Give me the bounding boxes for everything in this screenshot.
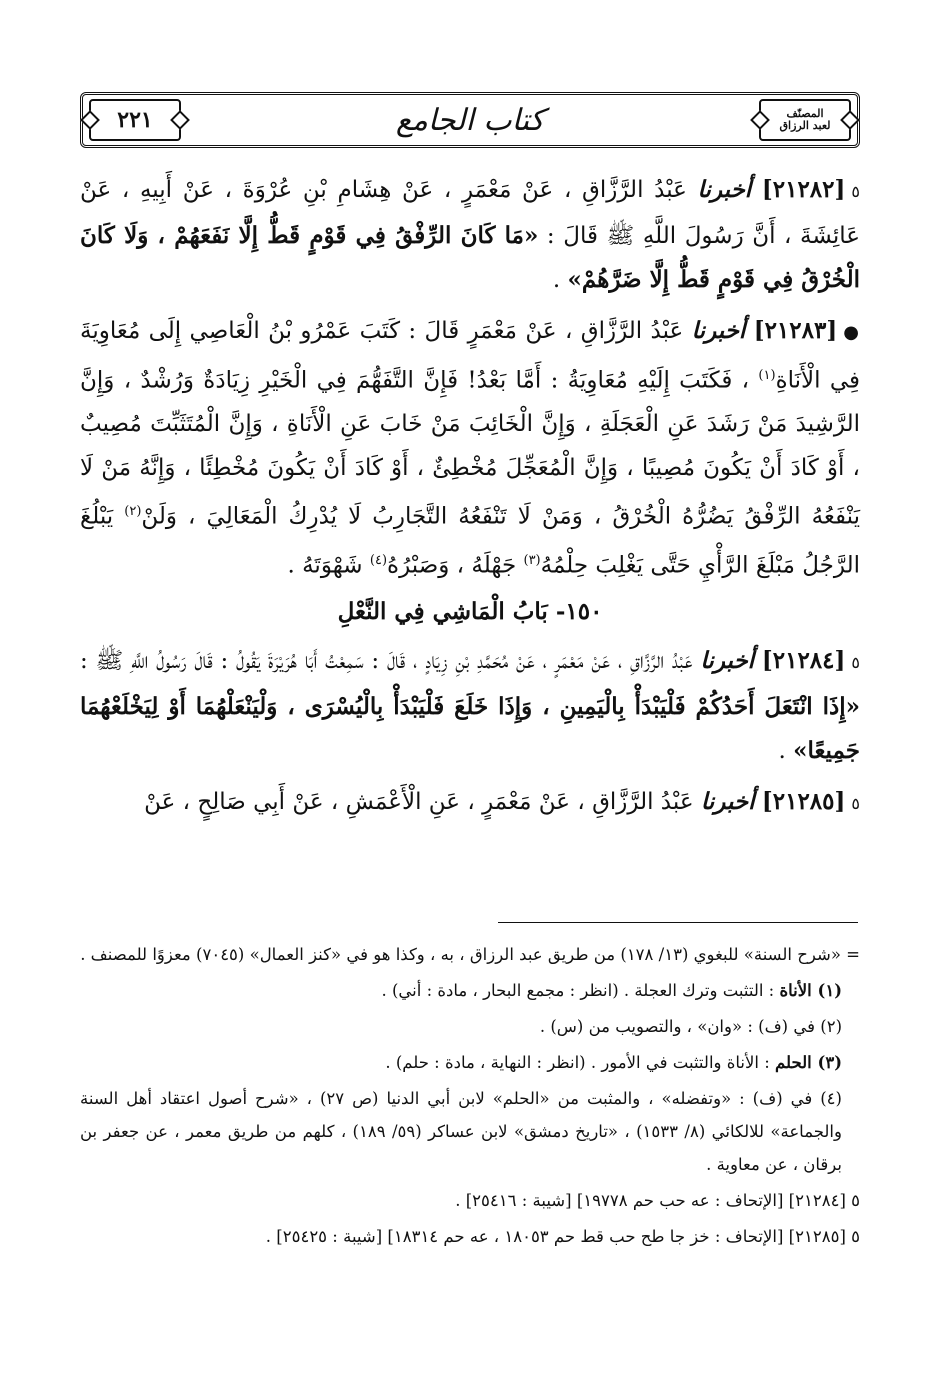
entry-marker: ٥ [851, 182, 861, 201]
footnote-ref-1[interactable]: (١) [758, 368, 776, 383]
akhbarana: أخبرنا [691, 316, 746, 344]
entry-marker: ٥ [851, 653, 861, 673]
text-part-e: شَهْوَتَهُ . [287, 552, 370, 579]
text-part-d: جَهْلَهُ ، وَصَبْرُهُ [387, 552, 524, 579]
isnad-text: عَبْدُ الرَّزَّاقِ ، عَنْ مَعْمَرٍ ، عَنِ الْأَعْمَشِ ، عَنْ أَبِي صَالِحٍ ، عَنْ [144, 788, 694, 815]
text-part-a: عَبْدُ الرَّزَّاقِ ، عَنْ مَعْمَرٍ قَالَ : كَتَبَ عَمْرُو بْنُ الْعَاصِي إِلَى مُعَاوِيَةَ فِي الْأَنَاةِ [80, 317, 860, 394]
footnote-continued: = «شرح السنة» للبغوي (١٣/ ١٧٨) من طريق عبد الرزاق ، به ، وكذا هو في «كنز العمال» (٧٠٤٥) معزوًا للمصنف . [80, 945, 860, 964]
seal-logo [780, 108, 831, 132]
footnote-ref-4[interactable]: (٤) [369, 553, 388, 569]
footnote-ref-3[interactable]: (٣) [523, 553, 541, 569]
entry-tail: . [552, 267, 568, 293]
isnad-text: عَبْدُ الرَّزَّاقِ ، عَنْ مَعْمَرٍ ، عَنْ مُحَمَّدِ بْنِ زِيَادٍ ، قَالَ : سَمِعْتُ أَبَا هُرَيْرَةَ يَقُولُ : قَالَ رَسُولُ اللَّهِ ﷺ : [80, 648, 693, 675]
footnote-4: (٤) في (ف) : «وتفضله» ، والمثبت من «الحلم» لابن أبي الدنيا (ص ٢٧) ، «شرح أصول اعتقاد أهل السنة والجماعة» للالكائي (٨/ ١٥٣٣) ، «تاريخ دمشق» لابن عساكر (٥٩/ ١٨٩) ، كلهم من طريق معمر ، عن جعفر بن برقان ، عن معاوية . [80, 1089, 842, 1174]
entry-number: [٢١٢٨٥] [761, 787, 846, 815]
hadith-matn: «مَا كَانَ الرِّفْقُ فِي قَوْمٍ قَطُّ إِلَّا نَفَعَهُمْ ، وَلَا كَانَ الْخُرْقُ فِي قَوْمٍ قَطُّ إِلَّا ضَرَّهُمْ» [80, 221, 860, 293]
akhbarana: أخبرنا [697, 176, 752, 203]
entry-tail: . [778, 738, 794, 765]
footnote-3 [80, 1046, 860, 1079]
footnote-1-label: (١) الأناة [779, 981, 842, 1000]
ithaf-21285: ٥ [٢١٢٨٥] [الإتحاف : خز جا طح حب قط حم ١٨٠٥٣ ، عه حم ١٨٣١٤] [شيبة : ٢٥٤٢٥] . [265, 1227, 860, 1246]
hadith-entry-21283 [80, 309, 860, 589]
footnote-ref-2[interactable]: (٢) [124, 504, 142, 520]
akhbarana: أخبرنا [700, 647, 755, 675]
footnotes [80, 938, 860, 1256]
isnad-text: عَبْدُ الرَّزَّاقِ ، عَنْ مَعْمَرٍ ، عَنْ هِشَامِ بْنِ عُرْوَةَ ، عَنْ أَبِيهِ ، عَنْ عَائِشَةَ ، أَنَّ رَسُولَ اللَّهِ ﷺ قَالَ : [80, 177, 860, 249]
ithaf-21284: ٥ [٢١٢٨٤] [الإتحاف : عه حب حم ١٩٧٧٨] [شيبة : ٢٥٤١٦] . [455, 1191, 860, 1210]
hadith-entry-21282 [80, 168, 860, 303]
akhbarana: أخبرنا [700, 787, 755, 815]
entry-marker: ● [843, 321, 861, 343]
page-number-box [89, 99, 181, 141]
chapter-heading: ١٥٠- بَابُ الْمَاشِي فِي النَّعْلِ [337, 598, 603, 626]
entry-number: [٢١٢٨٤] [761, 647, 846, 675]
seal-box [759, 99, 851, 141]
footnote-3-label: (٣) الحلم [775, 1053, 842, 1072]
entry-number: [٢١٢٨٣] [753, 316, 838, 344]
main-text [80, 168, 860, 831]
book-title: كتاب الجامع [395, 102, 545, 138]
text-part-b: ، فَكَتَبَ إِلَيْهِ مُعَاوِيَةُ : أَمَّا بَعْدُ! فَإِنَّ التَّفَهُّمَ فِي الْخَيْرِ زِيَادَةٌ وَرُشْدٌ ، وَإِنَّ الرَّشِيدَ مَنْ رَشَدَ عَنِ الْعَجَلَةِ ، وَإِنَّ الْخَائِبَ مَنْ خَابَ عَنِ الْأَنَاةِ ، وَإِنَّ الْمُتَثَبِّتَ مُصِيبٌ ، أَوْ كَادَ أَنْ يَكُونَ مُصِيبًا ، وَإِنَّ الْمُعَجِّلَ مُخْطِئٌ ، أَوْ كَادَ أَنْ يَكُونَ مُخْطِئًا ، وَإِنَّهُ مَنْ لَا يَنْفَعُهُ الرِّفْقُ يَضُرُّهُ الْخُرْقُ ، وَمَنْ لَا تَنْفَعُهُ التَّجَارِبُ لَا يُدْرِكُ الْمَعَالِيَ ، وَلَنْ [80, 367, 860, 530]
hadith-entry-21284 [80, 639, 860, 774]
seal-line2: لعبد الرزاق [779, 119, 831, 132]
hadith-matn: «إِذَا انْتَعَلَ أَحَدُكُمْ فَلْيَبْدَأْ بِالْيَمِينِ ، وَإِذَا خَلَعَ فَلْيَبْدَأْ بِالْيُسْرَى ، وَلْيَنْعَلْهُمَا أَوْ لِيَخْلَعْهُمَا جَمِيعًا» [80, 692, 860, 765]
footnote-2: (٢) في (ف) : «وان» ، والتصويب من (س) . [539, 1017, 842, 1036]
text-part-c: يَبْلُغَ الرَّجُلُ مَبْلَغَ الرَّأْيِ حَتَّى يَغْلِبَ حِلْمُهُ [80, 503, 860, 579]
page-number: ٢٢١ [117, 107, 153, 133]
footnote-divider [498, 922, 858, 923]
entry-marker: ٥ [851, 793, 860, 813]
hadith-entry-21285 [80, 780, 860, 826]
footnote-3-text: : الأناة والتثبت في الأمور . (انظر : النهاية ، مادة : حلم) . [385, 1053, 776, 1072]
entry-number: [٢١٢٨٢] [761, 176, 846, 203]
footnote-1-text: : التثبت وترك العجلة . (انظر : مجمع البحار ، مادة : أني) . [381, 981, 780, 1000]
seal-line1: المصنّف [786, 107, 824, 120]
footnote-1 [80, 974, 860, 1007]
running-header [80, 92, 860, 148]
